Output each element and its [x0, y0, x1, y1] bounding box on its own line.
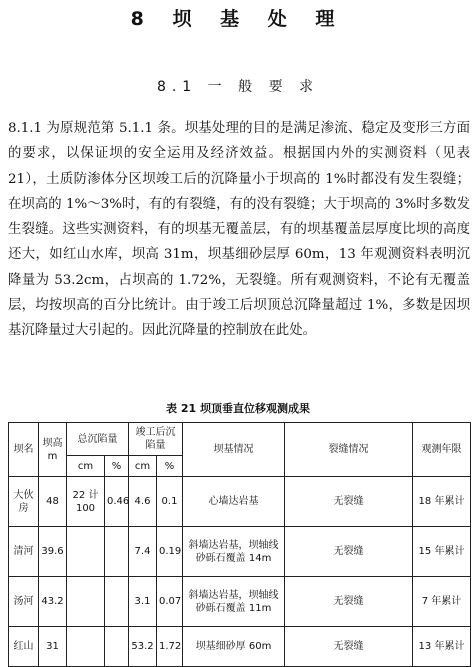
cell-obs-years: 15 年累计: [413, 527, 471, 577]
table-row: [9, 527, 471, 577]
cell-total-cm: [67, 527, 105, 577]
header-total-cm: cm: [67, 456, 105, 477]
cell-crack: 无裂缝: [285, 527, 413, 577]
cell-dam-height: 48: [39, 477, 67, 527]
cell-dam-name: 大伙房: [9, 477, 39, 527]
table-row: [9, 577, 471, 627]
cell-crack: 无裂缝: [285, 577, 413, 627]
cell-post-pct: 0.19: [157, 527, 183, 577]
cell-foundation: 坝基细砂厚 60m: [183, 627, 285, 667]
cell-post-cm: 7.4: [129, 527, 157, 577]
header-crack: 裂缝情况: [285, 423, 413, 477]
header-foundation: 坝基情况: [183, 423, 285, 477]
cell-total-pct: [105, 527, 129, 577]
header-dam-height: 坝高 m: [39, 423, 67, 477]
cell-post-cm: 4.6: [129, 477, 157, 527]
cell-post-cm: 53.2: [129, 627, 157, 667]
cell-total-cm: [67, 577, 105, 627]
cell-post-pct: 0.07: [157, 577, 183, 627]
cell-obs-years: 13 年累计: [413, 627, 471, 667]
header-post-pct: %: [157, 456, 183, 477]
cell-crack: 无裂缝: [285, 627, 413, 667]
table-caption: 表 21 坝顶垂直位移观测成果: [166, 402, 310, 415]
cell-obs-years: 7 年累计: [413, 577, 471, 627]
cell-post-pct: 1.72: [157, 627, 183, 667]
cell-total-cm: 22 计 100: [67, 477, 105, 527]
cell-crack: 无裂缝: [285, 477, 413, 527]
cell-foundation: 斜墙达岩基，坝轴线砂砾石覆盖 14m: [183, 527, 285, 577]
cell-dam-name: 清河: [9, 527, 39, 577]
cell-foundation: 斜墙达岩基，坝轴线砂砾石覆盖 11m: [183, 577, 285, 627]
cell-total-pct: [105, 627, 129, 667]
section-title: 8.1 一 般 要 求: [156, 79, 320, 95]
cell-total-pct: 0.46: [105, 477, 129, 527]
header-post-cm: cm: [129, 456, 157, 477]
table-row: [9, 477, 471, 527]
settlement-table: [8, 422, 471, 667]
cell-obs-years: 18 年累计: [413, 477, 471, 527]
cell-dam-height: 39.6: [39, 527, 67, 577]
cell-total-pct: [105, 577, 129, 627]
cell-dam-height: 31: [39, 627, 67, 667]
cell-dam-name: 汤河: [9, 577, 39, 627]
body-paragraph: 8.1.1 为原规范第 5.1.1 条。坝基处理的目的是满足渗流、稳定及变形三方面的要求，以保证坝的安全运用及经济效益。根据国内外的实测资料（见表 21），土质防渗体分区坝竣工后的沉降量小于坝高的 1%时都没有发生裂缝；在坝高的 1%～3%时，有的有裂缝，有的没有裂缝；大于坝高的 3%时多数发生裂缝。这些实测资料，有的坝基无覆盖层，有的坝基覆盖层厚度比坝的高度还大，如红山水库，坝高 31m，坝基细砂层厚 60m，13 年观测资料表明沉降量为 53.2cm，占坝高的 1.72%，无裂缝。所有观测资料，不论有无覆盖层，均按坝高的百分比统计。由于竣工后坝顶总沉降量超过 1%，多数是因坝基沉降量过大引起的。因此沉降量的控制放在此处。: [8, 121, 470, 339]
header-obs-years: 观测年限: [413, 423, 471, 477]
cell-foundation: 心墙达岩基: [183, 477, 285, 527]
cell-post-pct: 0.1: [157, 477, 183, 527]
chapter-title: 8 坝 基 处 理: [130, 8, 346, 30]
cell-dam-name: 红山: [9, 627, 39, 667]
cell-dam-height: 43.2: [39, 577, 67, 627]
header-total-settlement: 总沉陷量: [67, 423, 129, 456]
header-total-pct: %: [105, 456, 129, 477]
header-dam-name: 坝名: [9, 423, 39, 477]
cell-total-cm: [67, 627, 105, 667]
table-row: [9, 627, 471, 667]
cell-post-cm: 3.1: [129, 577, 157, 627]
header-post-settlement: 竣工后沉陷量: [129, 423, 183, 456]
